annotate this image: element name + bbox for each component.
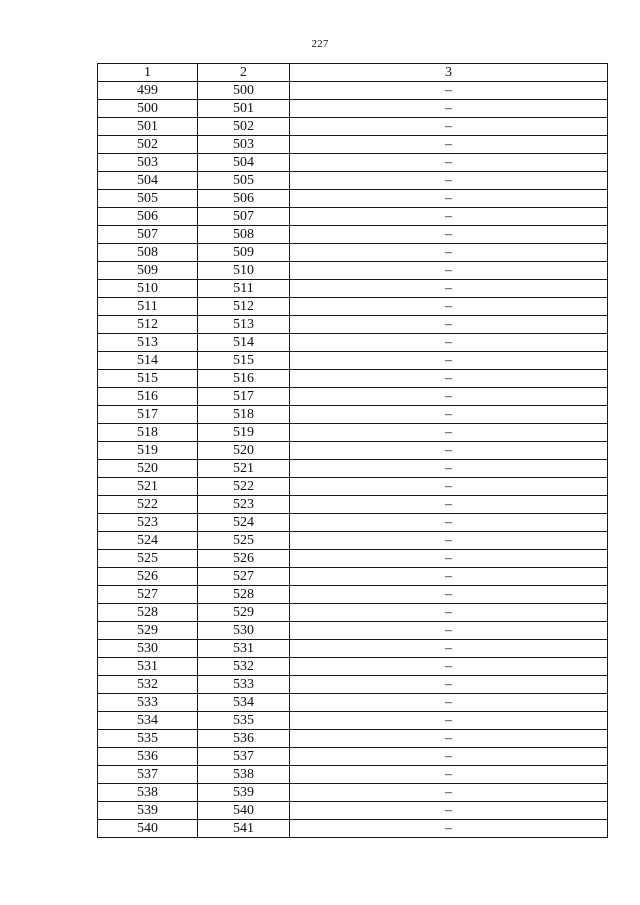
table-cell-col-1: 533 <box>98 694 198 712</box>
table-row <box>98 730 608 748</box>
table-cell-col-3: – <box>290 496 608 514</box>
table-cell-col-2: 530 <box>198 622 290 640</box>
table-cell-col-1: 526 <box>98 568 198 586</box>
table-cell-col-2: 539 <box>198 784 290 802</box>
table-cell-col-1: 516 <box>98 388 198 406</box>
table-cell-col-3: – <box>290 820 608 838</box>
table-cell-col-1: 511 <box>98 298 198 316</box>
table-cell-col-3: – <box>290 424 608 442</box>
table-cell-col-2: 526 <box>198 550 290 568</box>
column-header-3: 3 <box>290 64 608 82</box>
table-row <box>98 550 608 568</box>
table-cell-col-1: 540 <box>98 820 198 838</box>
table-cell-col-2: 538 <box>198 766 290 784</box>
table-row <box>98 460 608 478</box>
table-cell-col-3: – <box>290 622 608 640</box>
table-cell-col-1: 530 <box>98 640 198 658</box>
table-cell-col-2: 512 <box>198 298 290 316</box>
table-cell-col-2: 510 <box>198 262 290 280</box>
table-cell-col-2: 513 <box>198 316 290 334</box>
table-cell-col-1: 529 <box>98 622 198 640</box>
table-row <box>98 280 608 298</box>
table-cell-col-1: 501 <box>98 118 198 136</box>
table-row <box>98 694 608 712</box>
table-cell-col-2: 502 <box>198 118 290 136</box>
table-row <box>98 226 608 244</box>
table-cell-col-1: 513 <box>98 334 198 352</box>
table-cell-col-1: 519 <box>98 442 198 460</box>
table-row <box>98 136 608 154</box>
table-cell-col-3: – <box>290 244 608 262</box>
table-cell-col-2: 522 <box>198 478 290 496</box>
table-row <box>98 172 608 190</box>
table-row <box>98 622 608 640</box>
table-cell-col-2: 520 <box>198 442 290 460</box>
table-cell-col-1: 502 <box>98 136 198 154</box>
table-row <box>98 388 608 406</box>
table-cell-col-1: 524 <box>98 532 198 550</box>
table-cell-col-2: 500 <box>198 82 290 100</box>
table-cell-col-1: 506 <box>98 208 198 226</box>
table-cell-col-2: 536 <box>198 730 290 748</box>
table-cell-col-1: 510 <box>98 280 198 298</box>
table-cell-col-3: – <box>290 82 608 100</box>
table-cell-col-2: 519 <box>198 424 290 442</box>
data-table-container <box>97 63 607 838</box>
table-cell-col-3: – <box>290 100 608 118</box>
table-row <box>98 748 608 766</box>
table-cell-col-2: 524 <box>198 514 290 532</box>
table-row <box>98 424 608 442</box>
table-cell-col-3: – <box>290 442 608 460</box>
table-row <box>98 298 608 316</box>
table-row <box>98 676 608 694</box>
table-cell-col-3: – <box>290 748 608 766</box>
table-cell-col-2: 527 <box>198 568 290 586</box>
table-cell-col-3: – <box>290 352 608 370</box>
table-cell-col-2: 525 <box>198 532 290 550</box>
table-cell-col-1: 515 <box>98 370 198 388</box>
table-cell-col-1: 507 <box>98 226 198 244</box>
table-body <box>98 82 608 838</box>
table-cell-col-2: 508 <box>198 226 290 244</box>
table-cell-col-2: 531 <box>198 640 290 658</box>
table-cell-col-1: 520 <box>98 460 198 478</box>
table-cell-col-1: 499 <box>98 82 198 100</box>
table-cell-col-1: 535 <box>98 730 198 748</box>
table-cell-col-3: – <box>290 784 608 802</box>
table-cell-col-2: 518 <box>198 406 290 424</box>
table-cell-col-2: 509 <box>198 244 290 262</box>
table-row <box>98 82 608 100</box>
table-cell-col-3: – <box>290 118 608 136</box>
table-row <box>98 154 608 172</box>
table-cell-col-2: 537 <box>198 748 290 766</box>
table-cell-col-2: 535 <box>198 712 290 730</box>
table-cell-col-2: 521 <box>198 460 290 478</box>
table-cell-col-1: 528 <box>98 604 198 622</box>
table-row <box>98 568 608 586</box>
table-cell-col-3: – <box>290 388 608 406</box>
column-header-1: 1 <box>98 64 198 82</box>
table-cell-col-3: – <box>290 550 608 568</box>
table-cell-col-1: 503 <box>98 154 198 172</box>
table-cell-col-3: – <box>290 694 608 712</box>
table-cell-col-2: 514 <box>198 334 290 352</box>
table-cell-col-2: 534 <box>198 694 290 712</box>
table-cell-col-3: – <box>290 280 608 298</box>
table-row <box>98 604 608 622</box>
table-cell-col-2: 532 <box>198 658 290 676</box>
table-cell-col-1: 527 <box>98 586 198 604</box>
table-row <box>98 262 608 280</box>
table-cell-col-1: 522 <box>98 496 198 514</box>
table-cell-col-3: – <box>290 154 608 172</box>
table-row <box>98 244 608 262</box>
table-row <box>98 442 608 460</box>
table-cell-col-3: – <box>290 676 608 694</box>
table-cell-col-1: 517 <box>98 406 198 424</box>
table-cell-col-3: – <box>290 190 608 208</box>
table-row <box>98 586 608 604</box>
table-cell-col-3: – <box>290 370 608 388</box>
table-cell-col-1: 525 <box>98 550 198 568</box>
table-row <box>98 208 608 226</box>
table-cell-col-1: 523 <box>98 514 198 532</box>
table-row <box>98 478 608 496</box>
table-cell-col-3: – <box>290 262 608 280</box>
table-cell-col-1: 512 <box>98 316 198 334</box>
table-row <box>98 190 608 208</box>
table-header-row <box>98 64 608 82</box>
table-cell-col-2: 515 <box>198 352 290 370</box>
table-cell-col-2: 506 <box>198 190 290 208</box>
table-cell-col-2: 528 <box>198 586 290 604</box>
table-cell-col-3: – <box>290 640 608 658</box>
table-cell-col-3: – <box>290 460 608 478</box>
table-cell-col-1: 539 <box>98 802 198 820</box>
table-row <box>98 334 608 352</box>
table-cell-col-1: 531 <box>98 658 198 676</box>
table-cell-col-1: 538 <box>98 784 198 802</box>
table-cell-col-1: 508 <box>98 244 198 262</box>
table-row <box>98 352 608 370</box>
table-row <box>98 100 608 118</box>
table-cell-col-3: – <box>290 658 608 676</box>
table-cell-col-3: – <box>290 712 608 730</box>
table-cell-col-2: 504 <box>198 154 290 172</box>
table-cell-col-3: – <box>290 478 608 496</box>
table-cell-col-1: 509 <box>98 262 198 280</box>
table-cell-col-1: 536 <box>98 748 198 766</box>
table-cell-col-3: – <box>290 298 608 316</box>
table-cell-col-3: – <box>290 514 608 532</box>
table-row <box>98 766 608 784</box>
table-row <box>98 370 608 388</box>
table-row <box>98 316 608 334</box>
table-cell-col-2: 523 <box>198 496 290 514</box>
table-cell-col-2: 507 <box>198 208 290 226</box>
table-cell-col-3: – <box>290 766 608 784</box>
table-cell-col-2: 529 <box>198 604 290 622</box>
table-cell-col-3: – <box>290 334 608 352</box>
table-cell-col-3: – <box>290 586 608 604</box>
table-cell-col-2: 533 <box>198 676 290 694</box>
table-cell-col-1: 521 <box>98 478 198 496</box>
table-cell-col-2: 541 <box>198 820 290 838</box>
table-row <box>98 514 608 532</box>
table-cell-col-3: – <box>290 406 608 424</box>
table-cell-col-1: 514 <box>98 352 198 370</box>
table-header <box>98 64 608 82</box>
table-cell-col-3: – <box>290 604 608 622</box>
table-row <box>98 532 608 550</box>
table-cell-col-2: 505 <box>198 172 290 190</box>
table-cell-col-1: 500 <box>98 100 198 118</box>
table-cell-col-2: 511 <box>198 280 290 298</box>
table-row <box>98 658 608 676</box>
table-cell-col-3: – <box>290 226 608 244</box>
table-cell-col-1: 537 <box>98 766 198 784</box>
table-row <box>98 802 608 820</box>
table-cell-col-3: – <box>290 316 608 334</box>
table-row <box>98 784 608 802</box>
table-row <box>98 496 608 514</box>
table-cell-col-3: – <box>290 172 608 190</box>
table-cell-col-2: 516 <box>198 370 290 388</box>
table-cell-col-1: 518 <box>98 424 198 442</box>
table-row <box>98 820 608 838</box>
table-row <box>98 640 608 658</box>
table-cell-col-2: 517 <box>198 388 290 406</box>
table-row <box>98 712 608 730</box>
table-cell-col-3: – <box>290 802 608 820</box>
table-cell-col-1: 504 <box>98 172 198 190</box>
table-cell-col-1: 534 <box>98 712 198 730</box>
page-number: 227 <box>311 38 329 50</box>
data-table <box>97 63 608 838</box>
table-cell-col-3: – <box>290 136 608 154</box>
table-cell-col-3: – <box>290 208 608 226</box>
table-row <box>98 406 608 424</box>
table-cell-col-3: – <box>290 568 608 586</box>
table-cell-col-1: 505 <box>98 190 198 208</box>
table-cell-col-1: 532 <box>98 676 198 694</box>
column-header-2: 2 <box>198 64 290 82</box>
table-cell-col-2: 503 <box>198 136 290 154</box>
table-cell-col-2: 540 <box>198 802 290 820</box>
table-cell-col-2: 501 <box>198 100 290 118</box>
table-cell-col-3: – <box>290 730 608 748</box>
table-cell-col-3: – <box>290 532 608 550</box>
table-row <box>98 118 608 136</box>
